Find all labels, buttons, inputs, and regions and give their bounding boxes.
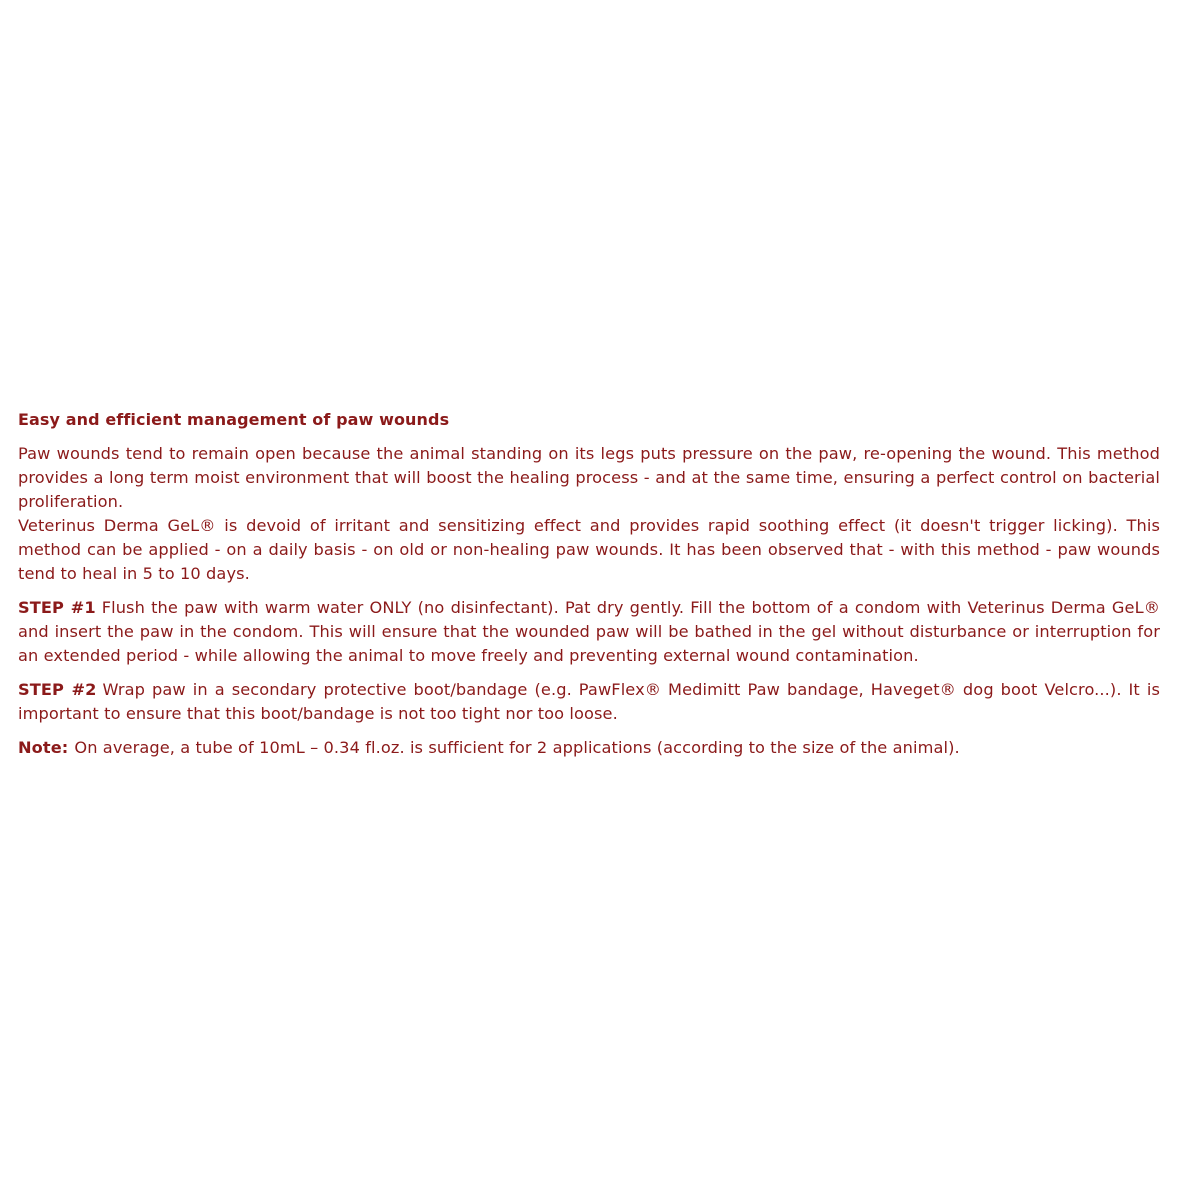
- step-1-text: Flush the paw with warm water ONLY (no disinfectant). Pat dry gently. Fill the bottom of a condom with Veterinus Derma GeL® and insert the paw in the condom. This will ensure that the wounded paw will be bathed in the gel without disturbance or interruption for an extended period - while allowing the animal to move freely and preventing external wound contamination.: [18, 598, 1160, 665]
- note-text: On average, a tube of 10mL – 0.34 fl.oz. is sufficient for 2 applications (according to the size of the animal).: [74, 738, 960, 757]
- instructions-document: [18, 408, 1160, 760]
- step-2-text: Wrap paw in a secondary protective boot/bandage (e.g. PawFlex® Medimitt Paw bandage, Haveget® dog boot Velcro...). It is important to ensure that this boot/bandage is not too tight nor too loose.: [18, 680, 1160, 723]
- step-2-label: STEP #2: [18, 680, 97, 699]
- note-paragraph: [18, 736, 1160, 760]
- step-1-paragraph: [18, 596, 1160, 668]
- intro-paragraph-2: Veterinus Derma GeL® is devoid of irritant and sensitizing effect and provides rapid soothing effect (it doesn't trigger licking). This method can be applied - on a daily basis - on old or non-healing paw wounds. It has been observed that - with this method - paw wounds tend to heal in 5 to 10 days.: [18, 516, 1160, 583]
- step-1-label: STEP #1: [18, 598, 96, 617]
- note-label: Note:: [18, 738, 69, 757]
- step-2-paragraph: [18, 678, 1160, 726]
- document-heading: Easy and efficient management of paw wounds: [18, 410, 450, 429]
- intro-paragraph-1: Paw wounds tend to remain open because the animal standing on its legs puts pressure on the paw, re-opening the wound. This method provides a long term moist environment that will boost the healing process - and at the same time, ensuring a perfect control on bacterial proliferation.: [18, 444, 1160, 511]
